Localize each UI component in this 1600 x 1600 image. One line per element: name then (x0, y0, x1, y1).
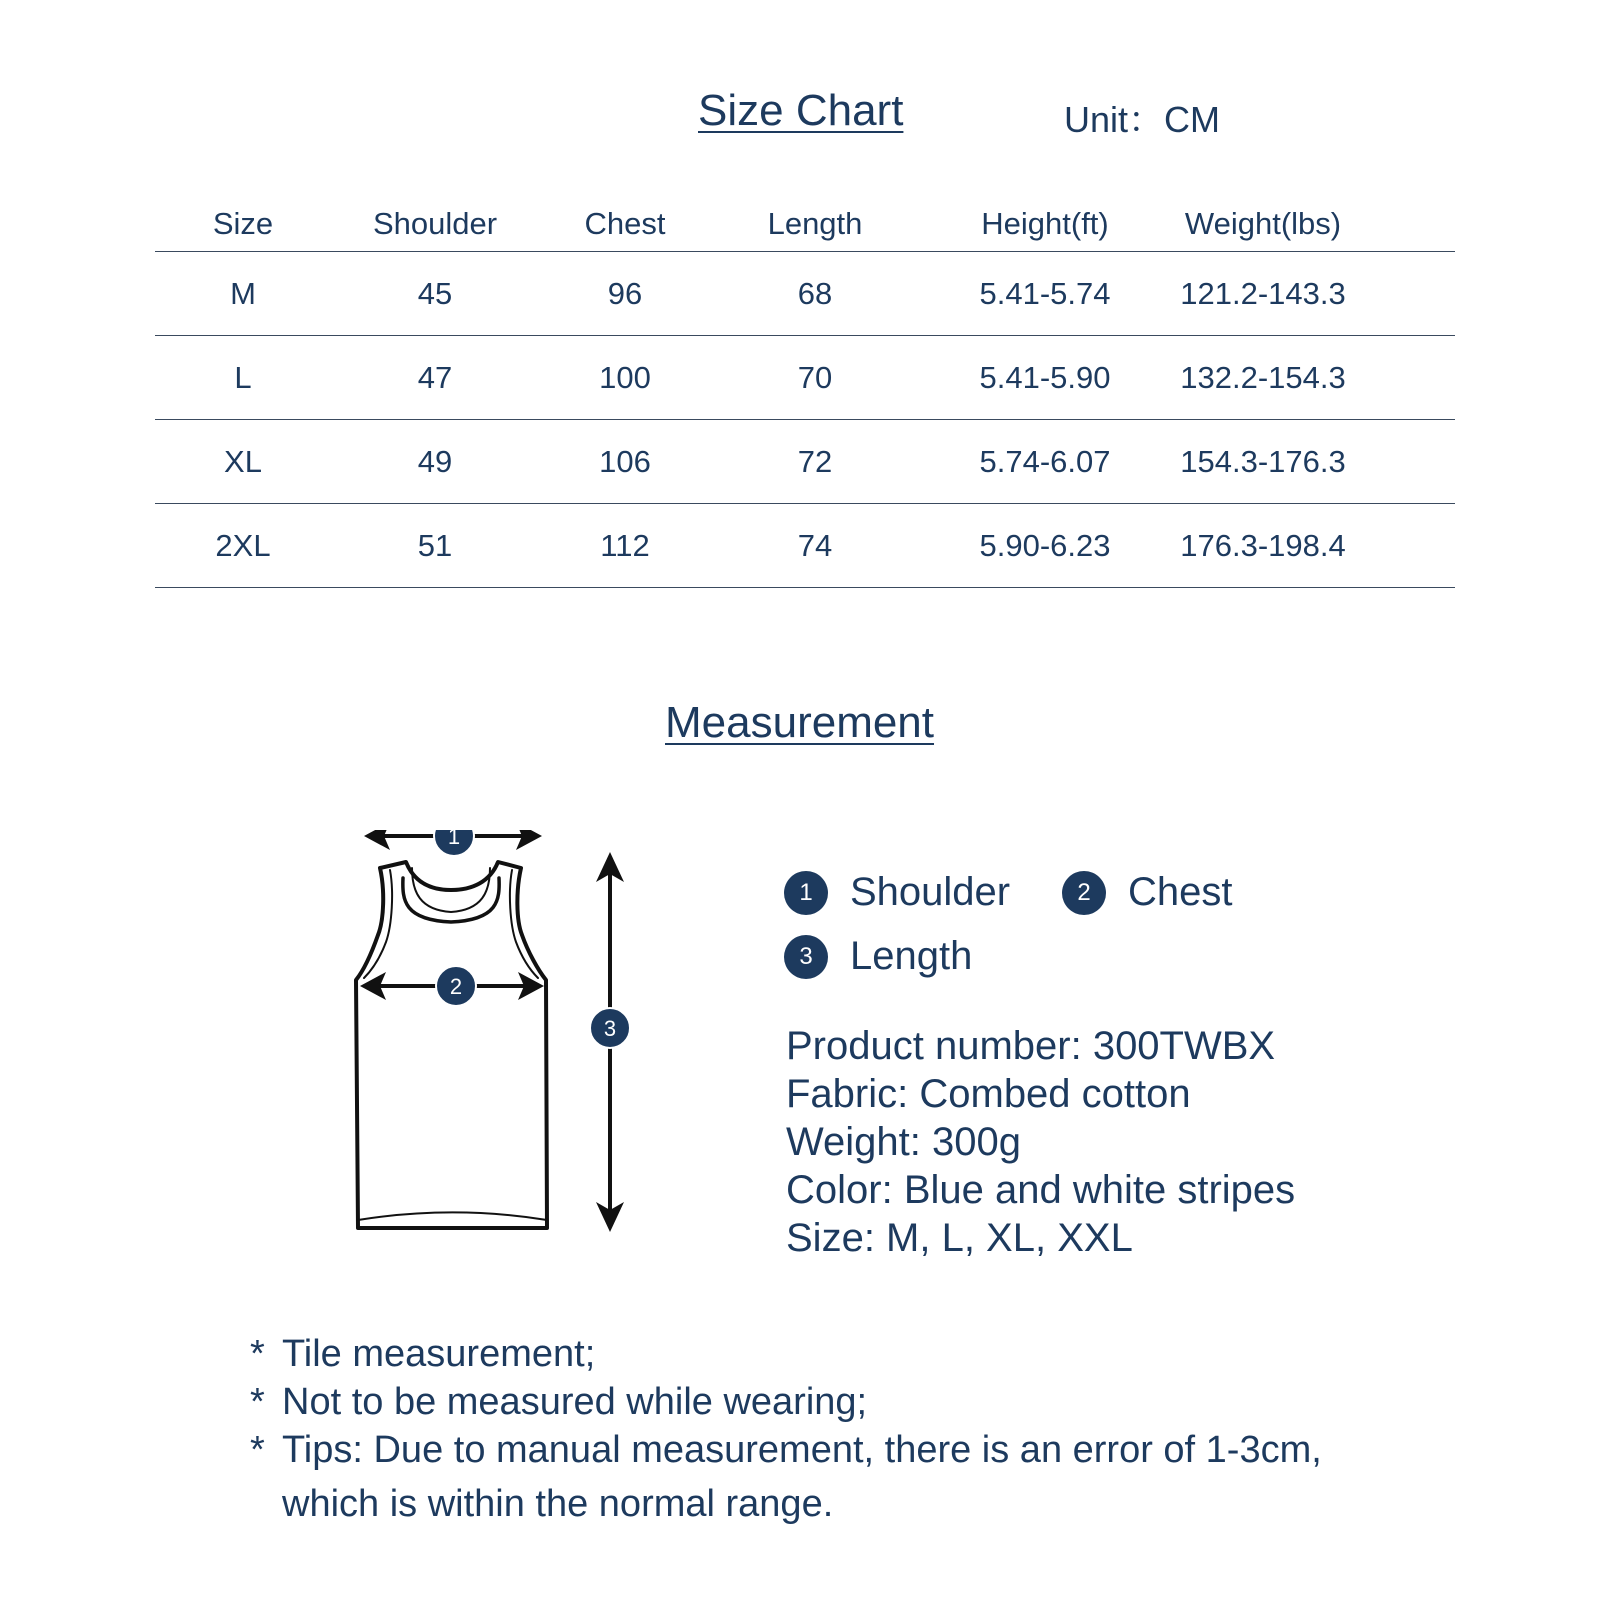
cell-size: 2XL (215, 527, 271, 563)
cell-chest: 96 (607, 275, 643, 311)
legend-label: Length (850, 934, 973, 978)
cell-size: XL (224, 443, 262, 479)
cell-shoulder: 49 (417, 443, 453, 479)
cell-length: 72 (797, 443, 833, 479)
product-sizes: Size: M, L, XL, XXL (786, 1216, 1133, 1260)
marker-length (590, 1008, 630, 1048)
cell-weight: 154.3-176.3 (1180, 443, 1346, 479)
column-header-chest: Chest (584, 205, 666, 241)
table-row (155, 336, 1455, 420)
legend-item-shoulder (784, 870, 1010, 915)
column-header-size: Size (212, 205, 274, 241)
legend-label: Chest (1128, 870, 1233, 914)
cell-size: L (234, 359, 252, 395)
marker-number: 2 (449, 974, 463, 999)
legend-badge: 1 (784, 871, 828, 915)
product-color: Color: Blue and white stripes (786, 1168, 1296, 1212)
cell-size: M (230, 275, 256, 311)
note-text: Tile measurement; (282, 1333, 596, 1375)
cell-weight: 176.3-198.4 (1180, 527, 1346, 563)
cell-height: 5.41-5.90 (979, 359, 1111, 395)
size-table (155, 190, 1455, 588)
note-line (250, 1378, 1450, 1426)
table-header-row (155, 190, 1455, 252)
cell-height: 5.41-5.74 (979, 275, 1111, 311)
column-header-shoulder: Shoulder (372, 205, 498, 241)
column-header-height: Height(ft) (981, 205, 1109, 241)
legend-label: Shoulder (850, 870, 1011, 914)
note-line (250, 1330, 1450, 1378)
size-chart-title: Size Chart (698, 86, 904, 135)
bullet-star: * (250, 1333, 265, 1375)
bullet-star: * (250, 1429, 265, 1471)
product-info (786, 1022, 1295, 1262)
product-fabric: Fabric: Combed cotton (786, 1072, 1191, 1116)
table-row (155, 252, 1455, 336)
cell-chest: 100 (599, 359, 651, 395)
cell-shoulder: 47 (417, 359, 453, 395)
cell-chest: 112 (600, 527, 650, 563)
cell-height: 5.74-6.07 (979, 443, 1111, 479)
marker-number: 1 (447, 830, 461, 849)
unit-label: Unit：CM (1064, 99, 1221, 140)
measurement-title: Measurement (665, 698, 935, 747)
table-row (155, 504, 1455, 588)
cell-length: 68 (797, 275, 833, 311)
column-header-length: Length (767, 205, 863, 241)
marker-chest (436, 966, 476, 1006)
product-number: Product number: 300TWBX (786, 1024, 1276, 1068)
cell-shoulder: 45 (417, 275, 453, 311)
cell-weight: 132.2-154.3 (1180, 359, 1346, 395)
cell-shoulder: 51 (417, 527, 453, 563)
table-row (155, 420, 1455, 504)
column-header-weight: Weight(lbs) (1184, 205, 1342, 241)
cell-chest: 106 (599, 443, 651, 479)
legend-badge: 3 (784, 935, 828, 979)
marker-shoulder (434, 830, 474, 856)
cell-length: 70 (797, 359, 833, 395)
tank-top-diagram (340, 830, 680, 1270)
cell-length: 74 (797, 527, 833, 563)
legend-badge: 2 (1062, 871, 1106, 915)
tank-top-outline (356, 862, 547, 1228)
legend-item-length (784, 934, 972, 979)
note-text: Tips: Due to manual measurement, there is an error of 1-3cm, (282, 1429, 1322, 1471)
note-continuation: which is within the normal range. (282, 1483, 834, 1525)
marker-number: 3 (603, 1016, 617, 1041)
cell-weight: 121.2-143.3 (1180, 275, 1346, 311)
legend-item-chest (1062, 870, 1233, 915)
note-line (250, 1426, 1450, 1474)
cell-height: 5.90-6.23 (979, 527, 1111, 563)
note-text: Not to be measured while wearing; (282, 1381, 868, 1423)
measurement-notes (250, 1330, 1450, 1528)
bullet-star: * (250, 1381, 265, 1423)
measurement-legend (784, 870, 1344, 1010)
product-weight: Weight: 300g (786, 1120, 1021, 1164)
